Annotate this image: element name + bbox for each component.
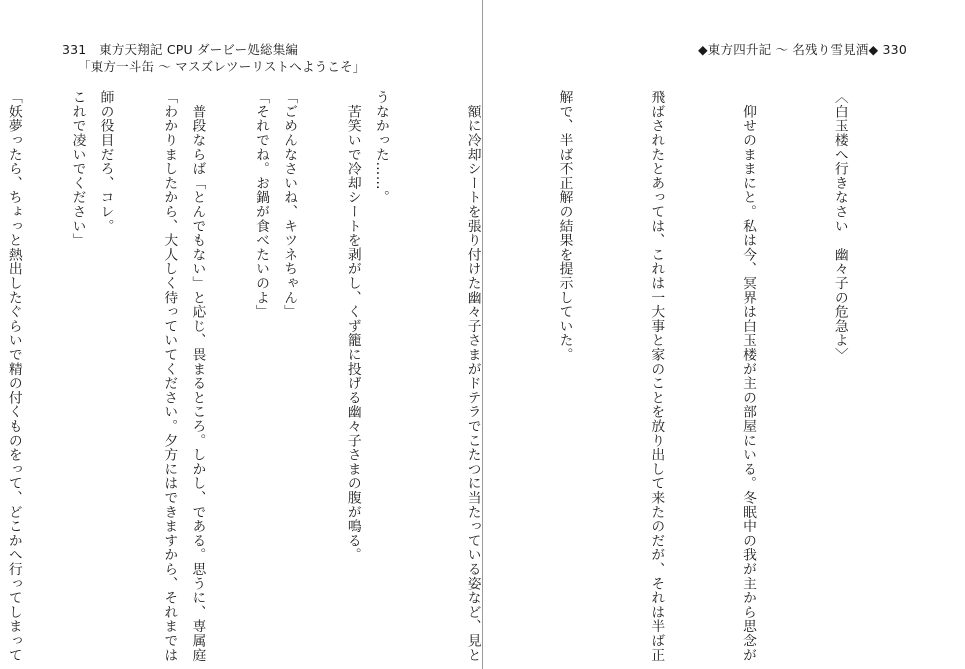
text-line: これで凌いでください」 xyxy=(69,90,86,248)
text-line: 解で、半ば不正解の結果を提示していた。 xyxy=(556,90,573,362)
text-line: 「それでね。お鍋が食べたいのよ」 xyxy=(253,90,270,319)
left-header-title: 331 東方天翔記 CPU ダービー処総集編 xyxy=(62,42,299,57)
text-line: 「ごめんなさいね、キツネちゃん」 xyxy=(281,90,298,319)
text-line: 普段ならば「とんでもない」と応じ、畏まるところ。しかし、である。思うに、専属庭 xyxy=(189,90,206,662)
text-line: 「わかりましたから、大人しく待っていてください。夕方にはできますから、それまでは xyxy=(161,90,178,662)
text-line: 師の役目だろ、コレ。 xyxy=(97,90,114,233)
text-line: 飛ばされたとあっては、これは一大事と家のことを放り出して来たのだが、それは半ば正 xyxy=(648,90,665,662)
right-page-header: ◆東方四升記 ～ 名残り雪見酒◆ 330 xyxy=(697,42,907,57)
text-line: 苦笑いで冷却シートを剥がし、くず籠に投げる幽々子さまの腹が鳴る。 xyxy=(344,90,361,562)
text-line: うなかった……。 xyxy=(372,90,389,205)
text-line: 〈白玉楼へ行きなさい 幽々子の危急よ〉 xyxy=(831,90,848,362)
text-line: 額に冷却シートを張り付けた幽々子さまがドテラでこたつに当たっている姿など、見と xyxy=(464,90,481,662)
right-page-body xyxy=(0,90,916,662)
text-line: 仰せのままにと。私は今、冥界は白玉楼が主の部屋にいる。冬眠中の我が主から思念が xyxy=(740,90,757,662)
text-line: 「妖夢ったら、ちょっと熱出したぐらいで精の付くものをって、どこかへ行ってしまって xyxy=(5,90,22,662)
left-page-header xyxy=(62,41,366,75)
left-header-subtitle: 「東方一斗缶 ～ マスズレツーリストへようこそ」 xyxy=(78,59,366,74)
